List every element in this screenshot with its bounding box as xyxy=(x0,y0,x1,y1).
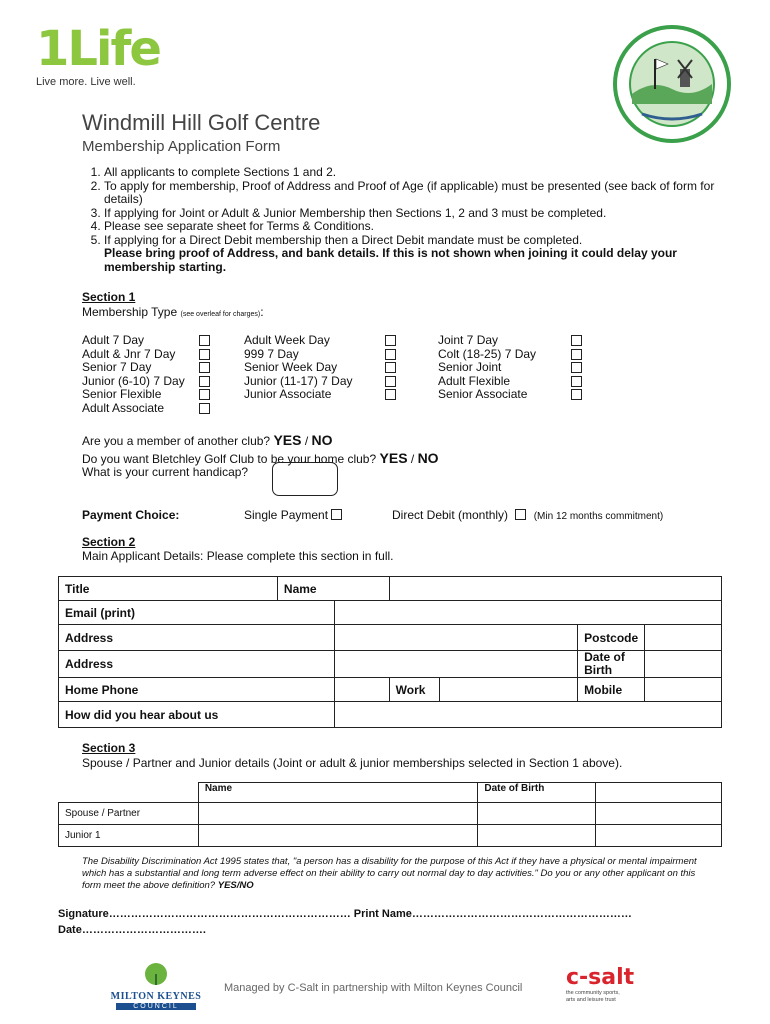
email-label: Email (print) xyxy=(59,601,335,625)
hear-input[interactable] xyxy=(335,702,722,728)
no-option[interactable]: NO xyxy=(311,432,333,448)
checkbox[interactable] xyxy=(385,389,396,400)
membership-option: Adult & Jnr 7 Day xyxy=(82,346,176,361)
checkbox[interactable] xyxy=(571,389,582,400)
checkbox[interactable] xyxy=(199,349,210,360)
junior-name-input[interactable] xyxy=(198,825,478,847)
instruction-item: 5. If applying for a Direct Debit membership then a Direct Debit mandate must be completed. xyxy=(104,234,744,248)
membership-option: Junior (11-17) 7 Day xyxy=(244,373,353,388)
instruction-item: 4. Please see separate sheet for Terms & Conditions. xyxy=(104,220,744,234)
membership-option: Senior 7 Day xyxy=(82,360,152,375)
section2-heading: Section 2 xyxy=(82,535,136,549)
club-badge xyxy=(612,24,732,144)
col-name-header: Name xyxy=(198,783,478,803)
date-line[interactable]: Date……………………………. xyxy=(58,924,206,936)
dob-input[interactable] xyxy=(645,651,722,678)
section3-heading: Section 3 xyxy=(82,741,136,755)
question-other-club xyxy=(82,432,333,448)
payment-choice-label: Payment Choice: xyxy=(82,508,180,522)
mobile-input[interactable] xyxy=(645,678,722,702)
mk-tree-icon xyxy=(108,962,204,986)
disability-statement xyxy=(82,856,710,892)
direct-debit-option xyxy=(392,508,663,522)
col-dob-header: Date of Birth xyxy=(478,783,596,803)
membership-option: Adult Flexible xyxy=(438,373,511,388)
yes-option[interactable]: YES xyxy=(273,432,302,448)
membership-option: Senior Flexible xyxy=(82,387,162,402)
checkbox[interactable] xyxy=(385,349,396,360)
checkbox[interactable] xyxy=(571,349,582,360)
membership-col1 xyxy=(82,334,185,416)
checkbox[interactable] xyxy=(199,362,210,373)
min-commitment-note: (Min 12 months commitment) xyxy=(533,511,664,522)
membership-option: Colt (18-25) 7 Day xyxy=(438,346,537,361)
membership-option: Junior Associate xyxy=(244,387,332,402)
membership-option: Senior Joint xyxy=(438,360,502,375)
instructions-bold: Please bring proof of Address, and bank details. If this is not shown when joining it could delay your membership starting. xyxy=(104,246,677,274)
applicant-details-table xyxy=(58,576,722,728)
spouse-name-input[interactable] xyxy=(198,803,478,825)
title-label: Title xyxy=(59,577,278,601)
question-home-club-text: Do you want Bletchley Golf Club to be your home club? xyxy=(82,452,377,466)
membership-option: Joint 7 Day xyxy=(438,333,499,347)
1life-logo-text: 1Life xyxy=(36,21,160,77)
csalt-logo xyxy=(566,966,646,1006)
membership-option: Senior Week Day xyxy=(244,360,338,375)
address2-label: Address xyxy=(59,651,335,678)
membership-type-note: (see overleaf for charges) xyxy=(180,311,261,318)
membership-option: Adult 7 Day xyxy=(82,333,145,347)
work-label: Work xyxy=(389,678,439,702)
checkbox[interactable] xyxy=(199,403,210,414)
checkbox[interactable] xyxy=(385,376,396,387)
home-phone-label: Home Phone xyxy=(59,678,335,702)
checkbox[interactable] xyxy=(199,376,210,387)
home-phone-input[interactable] xyxy=(335,678,389,702)
milton-keynes-logo xyxy=(108,962,204,1010)
section1-heading: Section 1 xyxy=(82,290,136,304)
membership-option: 999 7 Day xyxy=(244,346,299,361)
membership-type-text: Membership Type xyxy=(82,305,178,319)
single-payment-option xyxy=(244,508,342,522)
name-label: Name xyxy=(277,577,389,601)
postcode-input[interactable] xyxy=(645,625,722,651)
managed-by-text: Managed by C-Salt in partnership with Milton Keynes Council xyxy=(224,982,523,994)
disability-text: The Disability Discrimination Act 1995 states that, "a person has a disability for the purpose of this Act if they have a physical or mental impairment which has a substantial and long term adverse effect on their ability to carry out normal day to day activities." Do you or any other applicant on this form meet the above definition? xyxy=(82,856,697,891)
page-title: Windmill Hill Golf Centre xyxy=(82,110,321,135)
question-home-club xyxy=(82,450,439,466)
checkbox[interactable] xyxy=(385,335,396,346)
csalt-logo-text: c-salt xyxy=(566,965,635,990)
junior-dob-input[interactable] xyxy=(478,825,596,847)
membership-option: Adult Associate xyxy=(82,400,165,415)
disability-yesno[interactable]: YES/NO xyxy=(217,880,254,891)
checkbox[interactable] xyxy=(385,362,396,373)
mk-council-text: MILTON KEYNES xyxy=(110,991,202,1002)
membership-col2-checkboxes xyxy=(385,335,396,403)
address-input[interactable] xyxy=(335,625,578,651)
membership-option: Senior Associate xyxy=(438,387,528,402)
yes-option[interactable]: YES xyxy=(379,450,408,466)
section2-description: Main Applicant Details: Please complete this section in full. xyxy=(82,549,394,563)
single-payment-checkbox[interactable] xyxy=(331,509,342,520)
csalt-tagline: the community sports, arts and leisure trust xyxy=(566,990,620,1003)
blank-header xyxy=(596,783,722,803)
1life-logo xyxy=(36,21,166,94)
work-input[interactable] xyxy=(439,678,578,702)
checkbox[interactable] xyxy=(571,362,582,373)
checkbox[interactable] xyxy=(199,335,210,346)
club-badge-text xyxy=(612,24,613,25)
checkbox[interactable] xyxy=(571,335,582,346)
question-handicap: What is your current handicap? xyxy=(82,465,249,479)
mk-council-text2: COUNCIL xyxy=(116,1003,196,1010)
single-payment-label: Single Payment xyxy=(244,508,329,522)
membership-type-label xyxy=(82,305,264,319)
dob-label: Date of Birth xyxy=(578,651,645,678)
checkbox[interactable] xyxy=(199,389,210,400)
question-other-club-text: Are you a member of another club? xyxy=(82,434,271,448)
direct-debit-label: Direct Debit (monthly) xyxy=(392,508,509,522)
junior-extra-input[interactable] xyxy=(596,825,722,847)
email-input[interactable] xyxy=(335,601,722,625)
handicap-input[interactable] xyxy=(272,462,338,496)
membership-col1-checkboxes xyxy=(199,335,210,417)
blank-header xyxy=(59,783,199,803)
spouse-dob-input[interactable] xyxy=(478,803,596,825)
row-junior-label: Junior 1 xyxy=(59,825,199,847)
address2-input[interactable] xyxy=(335,651,578,678)
instruction-item: 3. If applying for Joint or Adult & Junior Membership then Sections 1, 2 and 3 must be completed. xyxy=(104,207,744,221)
row-spouse-label: Spouse / Partner xyxy=(59,803,199,825)
instruction-item: 2. To apply for membership, Proof of Address and Proof of Age (if applicable) must be presented (see back of form for details) xyxy=(104,180,744,207)
hear-label: How did you hear about us xyxy=(59,702,335,728)
mobile-label: Mobile xyxy=(578,678,645,702)
checkbox[interactable] xyxy=(571,376,582,387)
membership-type-colon: : xyxy=(260,305,264,319)
page-subtitle: Membership Application Form xyxy=(82,138,281,155)
1life-tagline: Live more. Live well. xyxy=(36,76,136,88)
membership-option: Adult Week Day xyxy=(244,333,330,347)
instructions-list xyxy=(82,166,744,247)
slash: / xyxy=(304,434,309,448)
instruction-item: 1. All applicants to complete Sections 1 and 2. xyxy=(104,166,744,180)
address-label: Address xyxy=(59,625,335,651)
membership-col3 xyxy=(438,334,536,402)
direct-debit-checkbox[interactable] xyxy=(515,509,526,520)
signature-line[interactable]: Signature………………………………………………………… Print Name…………………………………………………… xyxy=(58,908,632,920)
membership-col3-checkboxes xyxy=(571,335,582,403)
slash: / xyxy=(410,452,415,466)
membership-col2 xyxy=(244,334,353,402)
postcode-label: Postcode xyxy=(578,625,645,651)
no-option[interactable]: NO xyxy=(417,450,439,466)
name-input[interactable] xyxy=(389,577,721,601)
section3-description: Spouse / Partner and Junior details (Joint or adult & junior memberships selected in Section 1 above). xyxy=(82,756,623,770)
spouse-extra-input[interactable] xyxy=(596,803,722,825)
partner-junior-table xyxy=(58,782,722,847)
membership-option: Junior (6-10) 7 Day xyxy=(82,373,185,388)
